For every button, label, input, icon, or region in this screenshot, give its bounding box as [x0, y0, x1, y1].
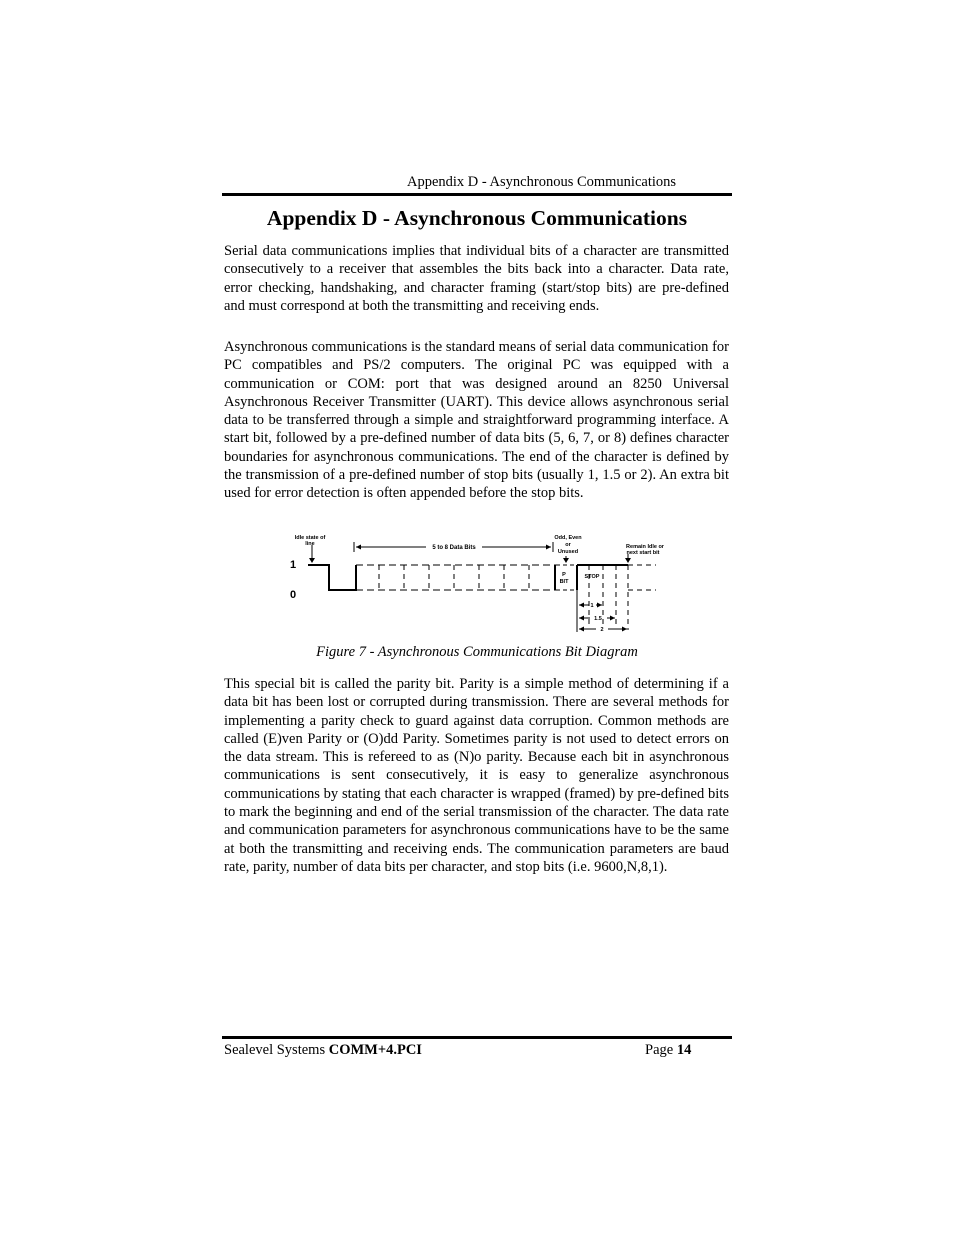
paragraph-parity: This special bit is called the parity bit. Parity is a simple method of determining if a data bit has been lost or corrupted during transmission. There are several methods for implementing a parity check to guard against data corruption. Common methods are called (E)ven Parity or (O)dd Parity. Sometimes parity is not used to detect errors on the data stream. This is refereed to as (N)o parity. Because each bit in asynchronous communications is sent consecutively, it is easy to generalize asynchronous communications by stating that each character is wrapped (framed) by pre-defined bits to mark the beginning and end of the serial transmission of the character. The data rate and communication parameters for asynchronous communications have to be the same at both the transmitting and receiving ends. The communication parameters are baud rate, parity, number of data bits per character, and stop bits (i.e. 9600,N,8,1).: [224, 676, 729, 875]
footer-product: COMM+4.PCI: [328, 1042, 422, 1058]
parity-bit-label: P: [562, 572, 566, 578]
stop-length-1: 1: [590, 603, 594, 609]
page-title: Appendix D - Asynchronous Communications: [266, 206, 688, 230]
stop-length-2: 2: [600, 627, 604, 633]
paragraph-async-overview: Asynchronous communications is the standard means of serial data communication for PC compatibles and PS/2 computers. The original PC was equipped with a communication or COM: port that was designed around an 8250 Universal Asynchronous Receiver Transmitter (UART). This device allows asynchronous serial data to be transferred through a simple and straightforward programming interface. A start bit, followed by a pre-defined number of data bits (5, 6, 7, or 8) defines character boundaries for asynchronous communications. The end of the character is defined by the transmission of a pre-defined number of stop bits (usually 1, 1.5 or 2). An extra bit used for error detection is often appended before the stop bits.: [224, 339, 729, 502]
stop-length-1-5: 1.5: [594, 616, 602, 622]
idle-line-label: Idle state of: [294, 535, 326, 541]
figure-caption: Figure 7 - Asynchronous Communications Bit Diagram: [316, 644, 638, 660]
remain-idle-label-2: next start bit: [626, 550, 660, 556]
footer-page-label: Page: [645, 1042, 674, 1058]
level-low-label: 0: [290, 589, 297, 601]
level-high-label: 1: [290, 559, 297, 571]
remain-idle-label: Remain Idle or: [626, 544, 664, 550]
stop-label: STOP: [584, 574, 600, 580]
page-number: 14: [676, 1042, 692, 1058]
parity-options-label: Odd, Even: [554, 535, 582, 541]
footer-company: [224, 1042, 422, 1059]
footer-rule: [222, 1036, 732, 1039]
footer-company-name: Sealevel Systems: [224, 1042, 326, 1058]
bit-diagram: [280, 530, 680, 640]
parity-options-label-2: or: [565, 542, 571, 548]
paragraph-serial-intro: Serial data communications implies that individual bits of a character are transmitted consecutively to a receiver that assembles the bits back into a character. Data rate, error checking, handshaking, and character framing (start/stop bits) are pre-defined and must correspond at both the transmitting and receiving ends.: [224, 243, 729, 314]
parity-bit-label-2: BIT: [559, 579, 569, 585]
header-rule: [222, 193, 732, 196]
parity-options-label-3: Unused: [557, 549, 579, 555]
running-header: Appendix D - Asynchronous Communications: [407, 174, 677, 190]
idle-line-label-2: line: [305, 541, 315, 547]
footer-page: [645, 1042, 691, 1059]
data-bits-label: 5 to 8 Data Bits: [432, 545, 476, 551]
